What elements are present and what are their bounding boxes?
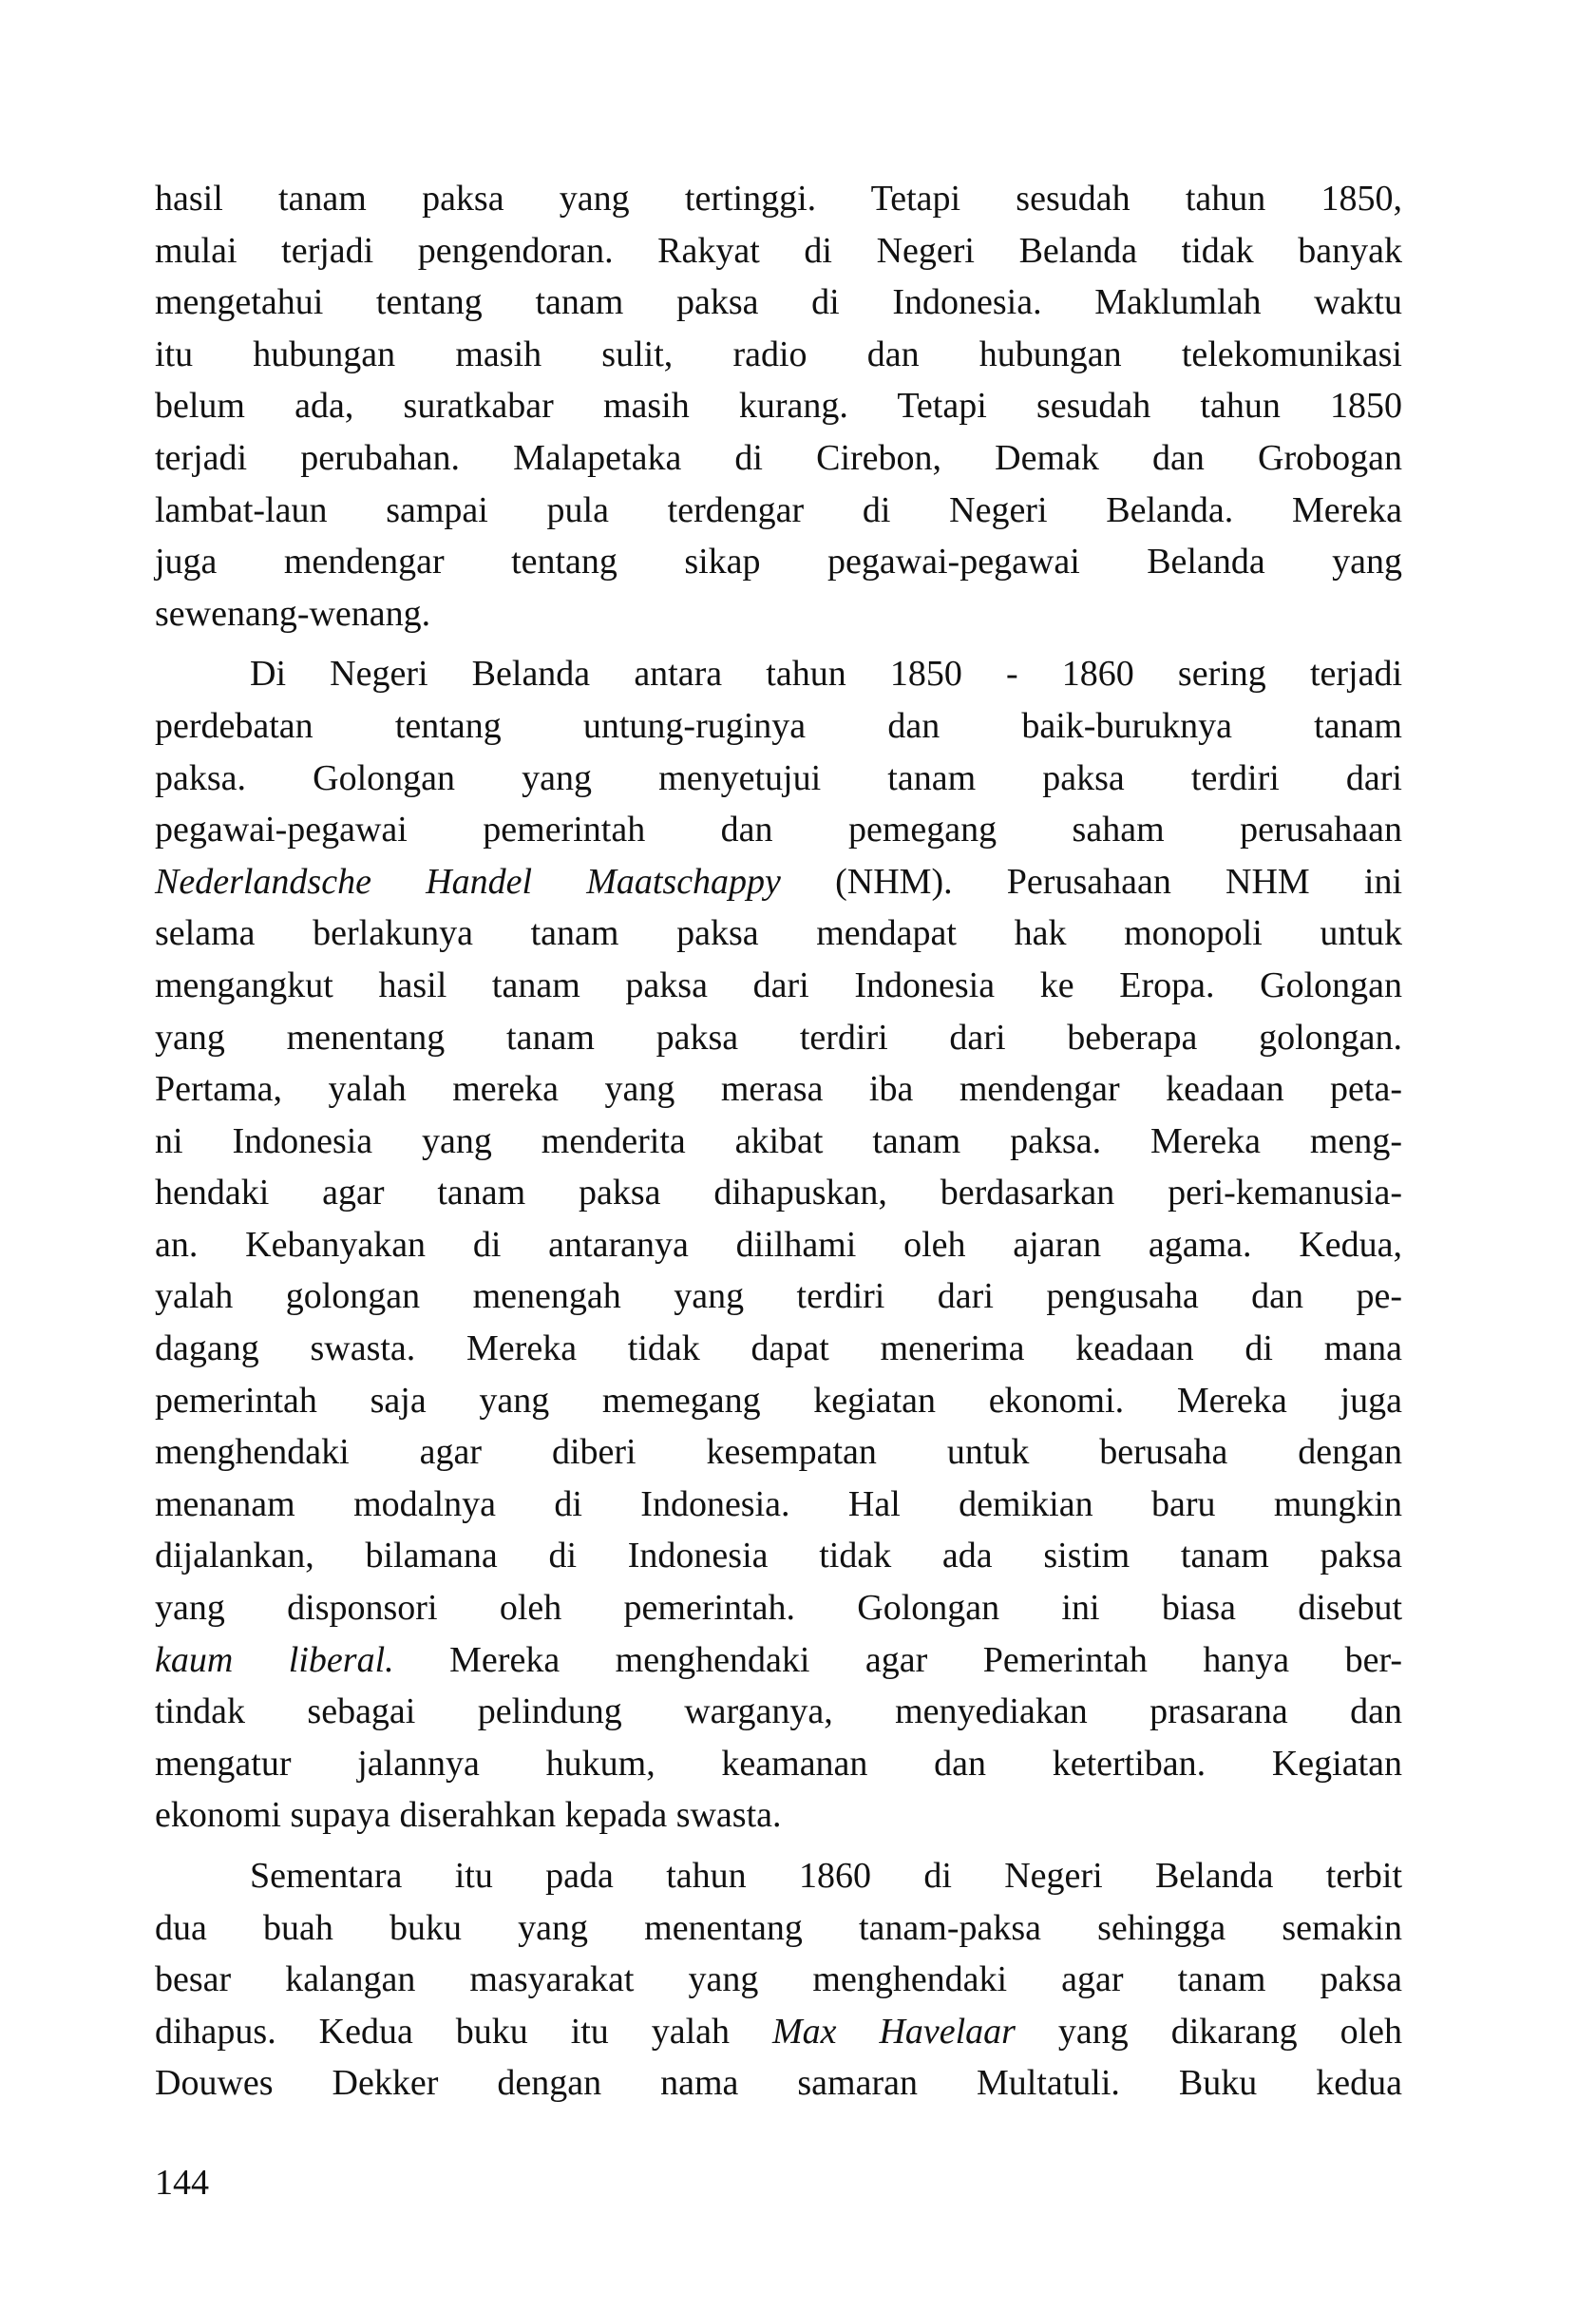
text-line (155, 1902, 1402, 1955)
page-number: 144 (155, 2163, 209, 2203)
text-line (155, 1850, 1402, 1902)
text-segment: yang menentang tanam paksa terdiri dari beberapa golongan. (155, 1017, 1402, 1058)
text-segment: an. Kebanyakan di antaranya diilhami oleh ajaran agama. Kedua, (155, 1224, 1402, 1265)
text-segment: mulai terjadi pengendoran. Rakyat di Negeri Belanda tidak banyak (155, 230, 1402, 271)
text-line (155, 1270, 1402, 1323)
text-line (155, 1738, 1402, 1790)
text-line (155, 277, 1402, 329)
text-segment: perdebatan tentang untung-ruginya dan baik-buruknya tanam (155, 705, 1402, 746)
text-segment: (NHM). Perusahaan NHM ini (780, 861, 1403, 902)
text-line (155, 1375, 1402, 1427)
text-line (155, 536, 1402, 588)
text-line (155, 960, 1402, 1012)
text-segment: mengetahui tentang tanam paksa di Indonesia. Maklumlah waktu (155, 282, 1402, 323)
text-segment: mengatur jalannya hukum, keamanan dan ketertiban. Kegiatan (155, 1743, 1402, 1784)
text-segment: hasil tanam paksa yang tertinggi. Tetapi sesudah tahun 1850, (155, 179, 1402, 219)
text-line (155, 856, 1402, 908)
text-line (155, 173, 1402, 225)
text-line (155, 1634, 1402, 1687)
book-page-text (155, 173, 1402, 2118)
text-line (155, 1426, 1402, 1479)
text-line (155, 700, 1402, 753)
text-segment: dijalankan, bilamana di Indonesia tidak ada sistim tanam paksa (155, 1536, 1402, 1576)
text-line (155, 1323, 1402, 1375)
text-line (155, 432, 1402, 485)
text-segment: dagang swasta. Mereka tidak dapat menerima keadaan di mana (155, 1328, 1402, 1369)
text-line (155, 1954, 1402, 2006)
paragraph (155, 173, 1402, 640)
text-line (155, 485, 1402, 537)
text-line (155, 1063, 1402, 1116)
text-segment: tindak sebagai pelindung warganya, menyediakan prasarana dan (155, 1691, 1402, 1732)
text-line (155, 1012, 1402, 1064)
text-segment: terjadi perubahan. Malapetaka di Cirebon, Demak dan Grobogan (155, 437, 1402, 478)
text-line (155, 1479, 1402, 1531)
text-line (155, 753, 1402, 805)
text-segment: belum ada, suratkabar masih kurang. Tetapi sesudah tahun 1850 (155, 386, 1402, 427)
text-line (155, 2057, 1402, 2110)
text-segment: Douwes Dekker dengan nama samaran Multatuli. Buku kedua (155, 2063, 1402, 2104)
text-line (155, 1219, 1402, 1271)
text-segment: Mereka menghendaki agar Pemerintah hanya ber- (393, 1639, 1402, 1680)
text-segment: ekonomi supaya diserahkan kepada swasta. (155, 1795, 782, 1836)
text-segment: Pertama, yalah mereka yang merasa iba mendengar keadaan peta- (155, 1069, 1402, 1110)
text-segment: selama berlakunya tanam paksa mendapat hak monopoli untuk (155, 913, 1402, 954)
text-segment: besar kalangan masyarakat yang menghendaki agar tanam paksa (155, 1959, 1402, 2000)
text-line (155, 804, 1402, 856)
text-segment: pegawai-pegawai pemerintah dan pemegang saham perusahaan (155, 810, 1402, 850)
text-segment: yang dikarang oleh (1015, 2011, 1403, 2052)
text-line (155, 225, 1402, 277)
text-segment: Di Negeri Belanda antara tahun 1850 - 1860 sering terjadi (250, 654, 1402, 695)
text-line (155, 648, 1402, 700)
italic-text: kaum liberal. (155, 1639, 394, 1680)
italic-text: Nederlandsche Handel Maatschappy (155, 861, 781, 902)
text-line (155, 1116, 1402, 1168)
text-segment: paksa. Golongan yang menyetujui tanam paksa terdiri dari (155, 757, 1402, 798)
text-line (155, 588, 1402, 640)
paragraph (155, 648, 1402, 1842)
text-line (155, 1686, 1402, 1738)
text-segment: sewenang-wenang. (155, 593, 431, 634)
text-segment: lambat-laun sampai pula terdengar di Negeri Belanda. Mereka (155, 489, 1402, 530)
text-segment: pemerintah saja yang memegang kegiatan ekonomi. Mereka juga (155, 1380, 1402, 1421)
text-segment: yang disponsori oleh pemerintah. Golongan ini biasa disebut (155, 1588, 1402, 1629)
text-segment: yalah golongan menengah yang terdiri dari pengusaha dan pe- (155, 1276, 1402, 1317)
italic-text: Max Havelaar (771, 2011, 1016, 2052)
text-segment: dihapus. Kedua buku itu yalah (155, 2011, 772, 2052)
text-line (155, 1789, 1402, 1842)
text-line (155, 2006, 1402, 2058)
text-segment: ni Indonesia yang menderita akibat tanam paksa. Mereka meng- (155, 1120, 1402, 1161)
text-line (155, 329, 1402, 381)
text-line (155, 1530, 1402, 1582)
text-line (155, 1167, 1402, 1219)
paragraph (155, 1850, 1402, 2110)
text-segment: Sementara itu pada tahun 1860 di Negeri Belanda terbit (250, 1856, 1402, 1896)
text-segment: mengangkut hasil tanam paksa dari Indonesia ke Eropa. Golongan (155, 965, 1402, 1005)
text-line (155, 907, 1402, 960)
text-segment: dua buah buku yang menentang tanam-paksa sehingga semakin (155, 1907, 1402, 1948)
text-line (155, 380, 1402, 432)
text-segment: menanam modalnya di Indonesia. Hal demikian baru mungkin (155, 1483, 1402, 1524)
text-segment: itu hubungan masih sulit, radio dan hubungan telekomunikasi (155, 334, 1402, 374)
text-segment: hendaki agar tanam paksa dihapuskan, berdasarkan peri-kemanusia- (155, 1173, 1402, 1213)
text-segment: menghendaki agar diberi kesempatan untuk berusaha dengan (155, 1432, 1402, 1473)
text-segment: juga mendengar tentang sikap pegawai-pegawai Belanda yang (155, 542, 1402, 583)
text-line (155, 1582, 1402, 1634)
